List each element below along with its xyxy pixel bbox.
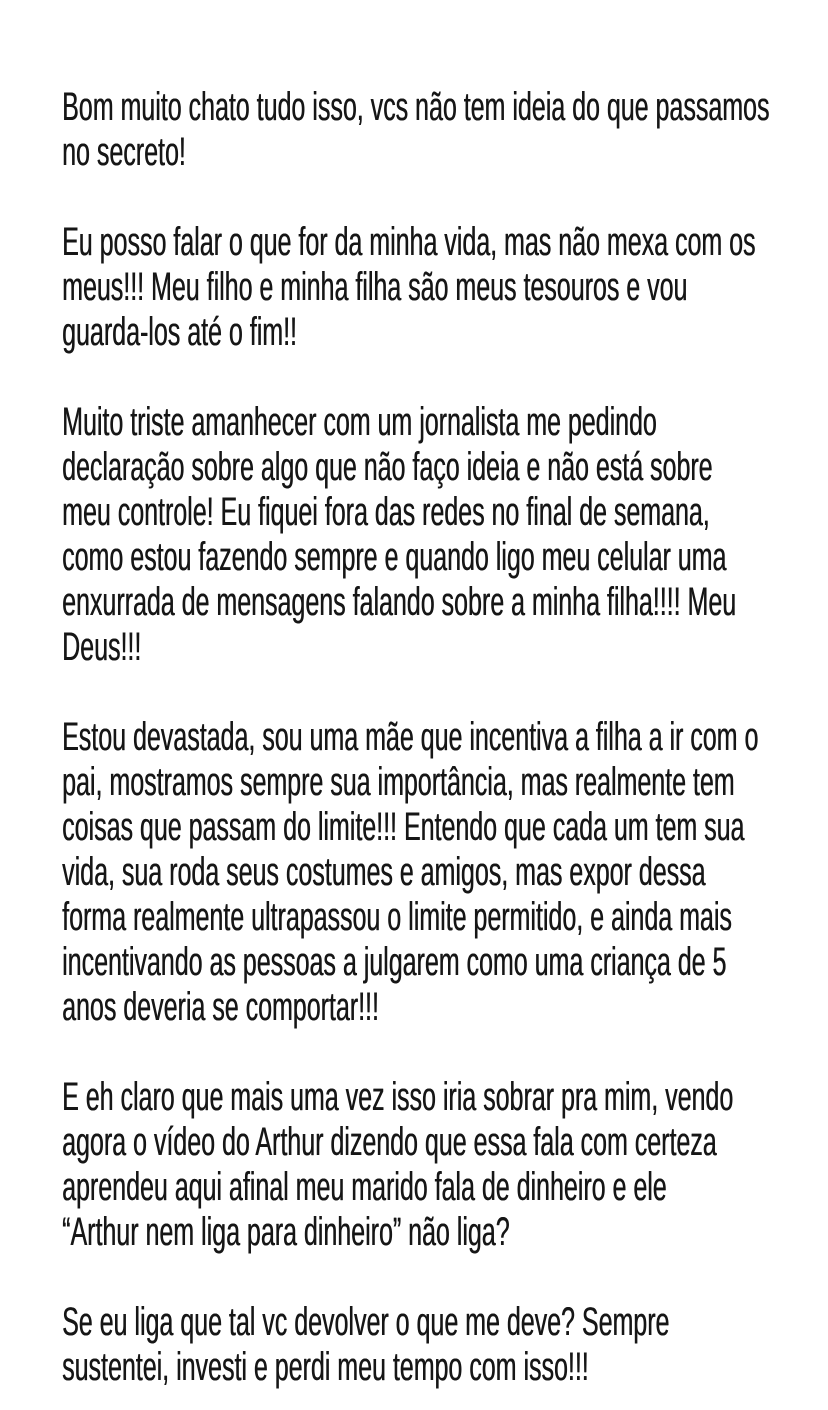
text-line: anos deveria se comportar!!!	[62, 985, 379, 1029]
text-line: Muito triste amanhecer com um jornalista me pedindo	[62, 400, 657, 444]
text-line: guarda-los até o fim!!	[62, 310, 297, 354]
text-line: no secreto!	[62, 130, 186, 174]
text-line: forma realmente ultrapassou o limite permitido, e ainda mais	[62, 895, 732, 939]
paragraph	[62, 220, 828, 355]
text-line: vida, sua roda seus costumes e amigos, mas expor dessa	[62, 850, 706, 894]
paragraph	[62, 715, 828, 1030]
text-line: pai, mostramos sempre sua importância, mas realmente tem	[62, 760, 735, 804]
text-line: Estou devastada, sou uma mãe que incentiva a filha a ir com o	[62, 715, 759, 759]
text-line: coisas que passam do limite!!! Entendo que cada um tem sua	[62, 805, 745, 849]
text-line: E eh claro que mais uma vez isso iria sobrar pra mim, vendo	[62, 1075, 734, 1119]
text-line: meus!!! Meu filho e minha filha são meus tesouros e vou	[62, 265, 688, 309]
text-line: como estou fazendo sempre e quando ligo meu celular uma	[62, 535, 727, 579]
story-text-block	[62, 85, 828, 1390]
text-line: Deus!!!	[62, 625, 142, 669]
text-line: Bom muito chato tudo isso, vcs não tem ideia do que passamos	[62, 85, 770, 129]
text-line: “Arthur nem liga para dinheiro” não liga?	[62, 1210, 510, 1254]
text-line: sustentei, investi e perdi meu tempo com isso!!!	[62, 1345, 589, 1389]
text-line: agora o vídeo do Arthur dizendo que essa fala com certeza	[62, 1120, 717, 1164]
text-line: enxurrada de mensagens falando sobre a minha filha!!!! Meu	[62, 580, 737, 624]
text-line: Se eu liga que tal vc devolver o que me deve? Sempre	[62, 1300, 670, 1344]
paragraph	[62, 1075, 828, 1255]
paragraph	[62, 400, 828, 670]
text-line: incentivando as pessoas a julgarem como uma criança de 5	[62, 940, 727, 984]
paragraph	[62, 1300, 828, 1390]
paragraph	[62, 85, 828, 175]
text-line: aprendeu aqui afinal meu marido fala de dinheiro e ele	[62, 1165, 667, 1209]
text-line: declaração sobre algo que não faço ideia e não está sobre	[62, 445, 713, 489]
text-line: meu controle! Eu fiquei fora das redes no final de semana,	[62, 490, 710, 534]
text-line: Eu posso falar o que for da minha vida, mas não mexa com os	[62, 220, 756, 264]
